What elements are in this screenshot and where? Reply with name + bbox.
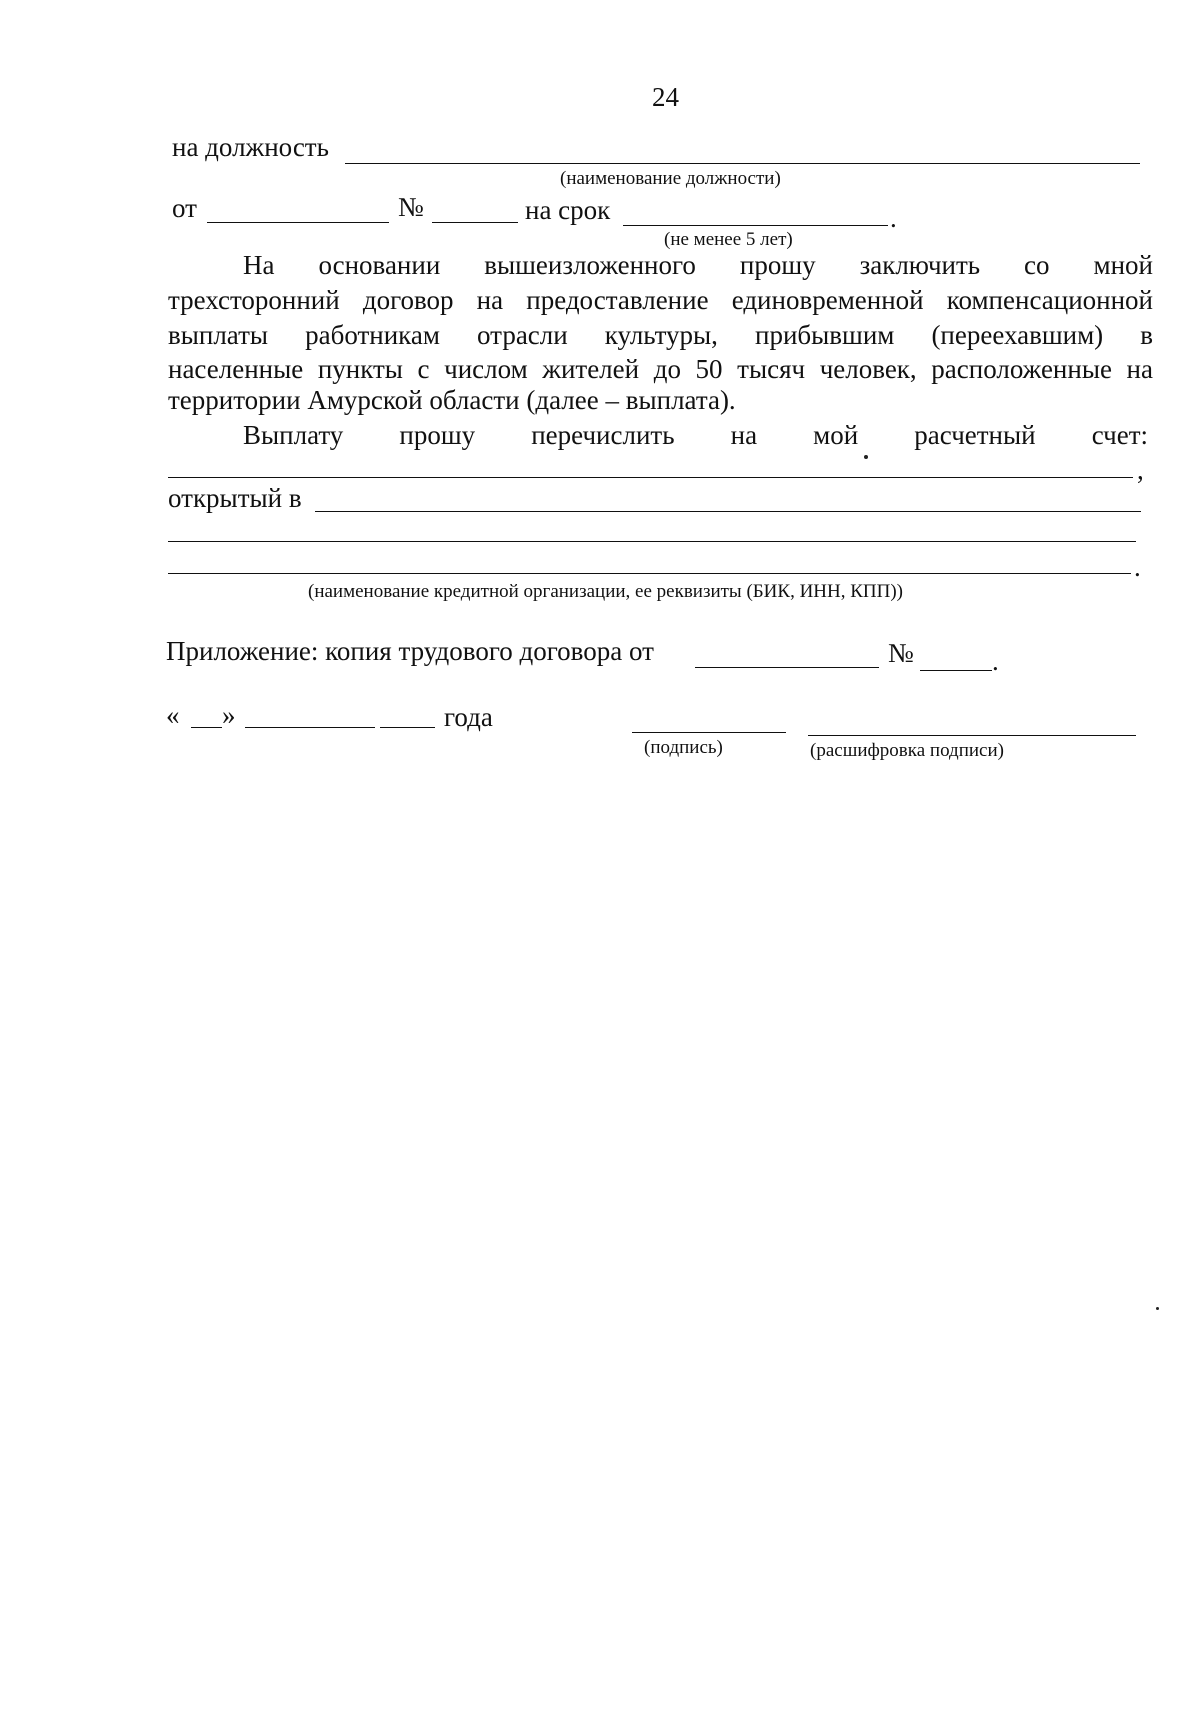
- request-line-2: трехсторонний договор на предоставление единовременной компенсационной: [168, 285, 1153, 315]
- position-caption: (наименование должности): [560, 168, 781, 189]
- term-caption: (не менее 5 лет): [664, 229, 793, 250]
- bank-field-1[interactable]: [315, 511, 1141, 512]
- from-label: от: [172, 193, 197, 223]
- number-label: №: [398, 192, 424, 222]
- day-field[interactable]: [191, 727, 222, 728]
- position-field[interactable]: [345, 163, 1140, 164]
- date-open-quote: «: [166, 700, 180, 730]
- page-number: 24: [652, 82, 679, 112]
- term-label: на срок: [525, 195, 611, 225]
- date-field[interactable]: [207, 222, 389, 223]
- attachment-date-field[interactable]: [695, 667, 879, 668]
- decoding-caption: (расшифровка подписи): [810, 740, 1004, 761]
- signature-caption: (подпись): [644, 737, 723, 758]
- position-label: на должность: [172, 132, 329, 162]
- attachment-number-field[interactable]: [920, 670, 992, 671]
- request-line-5: территории Амурской области (далее – выплата).: [168, 385, 736, 415]
- signature-decoding-field[interactable]: [808, 735, 1136, 736]
- request-line-1: На основании вышеизложенного прошу заключить со мной: [243, 250, 1153, 280]
- signature-field[interactable]: [632, 732, 786, 733]
- month-field[interactable]: [245, 727, 375, 728]
- opened-label: открытый в: [168, 483, 302, 513]
- bank-field-2[interactable]: [168, 541, 1136, 542]
- request-line-3: выплаты работникам отрасли культуры, прибывшим (переехавшим) в: [168, 320, 1153, 350]
- payment-line: Выплату прошу перечислить на мой расчетный счет:: [243, 420, 1148, 450]
- account-end: ,: [1137, 455, 1144, 485]
- date-close-quote: »: [222, 700, 236, 730]
- scan-speck-2: [1156, 1307, 1159, 1310]
- bank-field-3[interactable]: [168, 573, 1131, 574]
- scan-speck: [864, 455, 868, 459]
- number-field[interactable]: [432, 222, 518, 223]
- term-field[interactable]: [623, 225, 888, 226]
- attachment-number-label: №: [888, 638, 914, 668]
- term-end: .: [890, 203, 897, 233]
- request-line-4: населенные пункты с числом жителей до 50 тысяч человек, расположенные на: [168, 354, 1153, 384]
- bank-end: .: [1134, 552, 1141, 582]
- attachment-text: Приложение: копия трудового договора от: [166, 636, 654, 666]
- attachment-end: .: [992, 646, 999, 676]
- year-field[interactable]: [380, 727, 435, 728]
- year-label: года: [444, 702, 493, 732]
- account-field[interactable]: [168, 477, 1133, 478]
- bank-caption: (наименование кредитной организации, ее реквизиты (БИК, ИНН, КПП)): [308, 581, 904, 602]
